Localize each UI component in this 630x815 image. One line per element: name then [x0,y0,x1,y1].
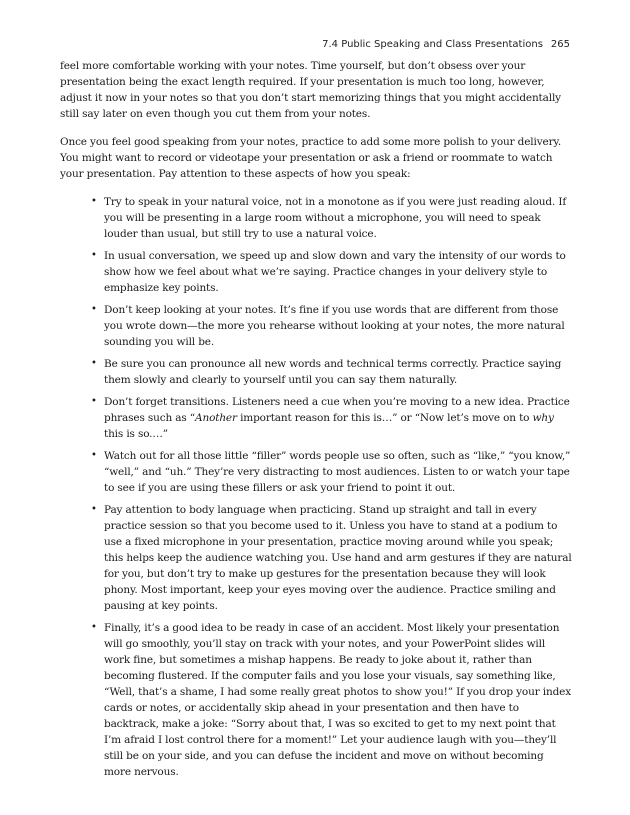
body-text [60,58,572,786]
list-item-text: Be sure you can pronounce all new words and technical terms correctly. Practice saying them slowly and clearly to yourself until you can say them naturally. [104,358,562,386]
running-head [322,39,570,50]
bullet-icon: • [91,250,97,261]
section-title: 7.4 Public Speaking and Class Presentations [322,39,543,50]
emphasis-text: why [532,412,554,424]
bullet-icon: • [91,622,97,633]
paragraph: feel more comfortable working with your notes. Time yourself, but don’t obsess over your presentation being the exact length required. If your presentation is much too long, however, adjust it now in your notes so that you don’t start memorizing things that you might accidentally still say later on even though you cut them from your notes. [60,60,561,120]
list-item [91,302,572,350]
list-item [91,448,572,496]
list-item [91,394,572,442]
list-item [91,356,572,388]
list-item-text: Finally, it’s a good idea to be ready in case of an accident. Most likely your presentation will go smoothly, you’ll stay on track with your notes, and your PowerPoint slides will work fine, but sometimes a mishap happens. Be ready to joke about it, rather than becoming flustered. If the computer fails and you lose your visuals, say something like, “Well, that’s a shame, I had some really great photos to show you!” If you drop your index cards or notes, or accidentally skip ahead in your presentation and then have to backtrack, make a joke: “Sorry about that, I was so excited to get to my next point that I’m afraid I lost control there for a moment!” Let your audience laugh with you—they’ll still be on your side, and you can defuse the incident and move on without becoming more nervous. [104,622,572,778]
bullet-icon: • [91,504,97,515]
page-number: 265 [550,39,570,50]
list-item [91,620,572,780]
emphasis-text: Another [195,412,237,424]
list-item [91,502,572,614]
bullet-icon: • [91,196,97,207]
bullet-icon: • [91,396,97,407]
bullet-list [60,194,572,780]
bullet-icon: • [91,450,97,461]
bullet-icon: • [91,358,97,369]
list-item-text: Don’t keep looking at your notes. It’s fine if you use words that are different from those you wrote down—the more you rehearse without looking at your notes, the more natural sounding you will be. [104,304,565,348]
paragraph: Once you feel good speaking from your notes, practice to add some more polish to your delivery. You might want to record or videotape your presentation or ask a friend or roommate to watch your presentation. Pay attention to these aspects of how you speak: [60,136,562,180]
list-item [91,194,572,242]
list-item [91,248,572,296]
list-item-text: Watch out for all those little “filler” words people use so often, such as “like,” “you know,” “well,” and “uh.” They’re very distracting to most audiences. Listen to or watch your tape to see if you are using these fillers or ask your friend to point it out. [104,450,571,494]
bullet-icon: • [91,304,97,315]
list-item-text: Don’t forget transitions. Listeners need a cue when you’re moving to a new idea. Practice phrases such as “Another important reason for this is…” or “Now let’s move on to why this is so.…” [104,396,570,440]
list-item-text: Try to speak in your natural voice, not in a monotone as if you were just reading aloud. If you will be presenting in a large room without a microphone, you will need to speak louder than usual, but still try to use a natural voice. [104,196,567,240]
list-item-text: In usual conversation, we speed up and slow down and vary the intensity of our words to show how we feel about what we’re saying. Practice changes in your delivery style to emphasize key points. [104,250,566,294]
list-item-text: Pay attention to body language when practicing. Stand up straight and tall in every practice session so that you become used to it. Unless you have to stand at a podium to use a fixed microphone in your presentation, practice moving around while you speak; this helps keep the audience watching you. Use hand and arm gestures if they are natural for you, but don’t try to make up gestures for the presentation because they will look phony. Most important, keep your eyes moving over the audience. Practice smiling and pausing at key points. [104,504,572,612]
